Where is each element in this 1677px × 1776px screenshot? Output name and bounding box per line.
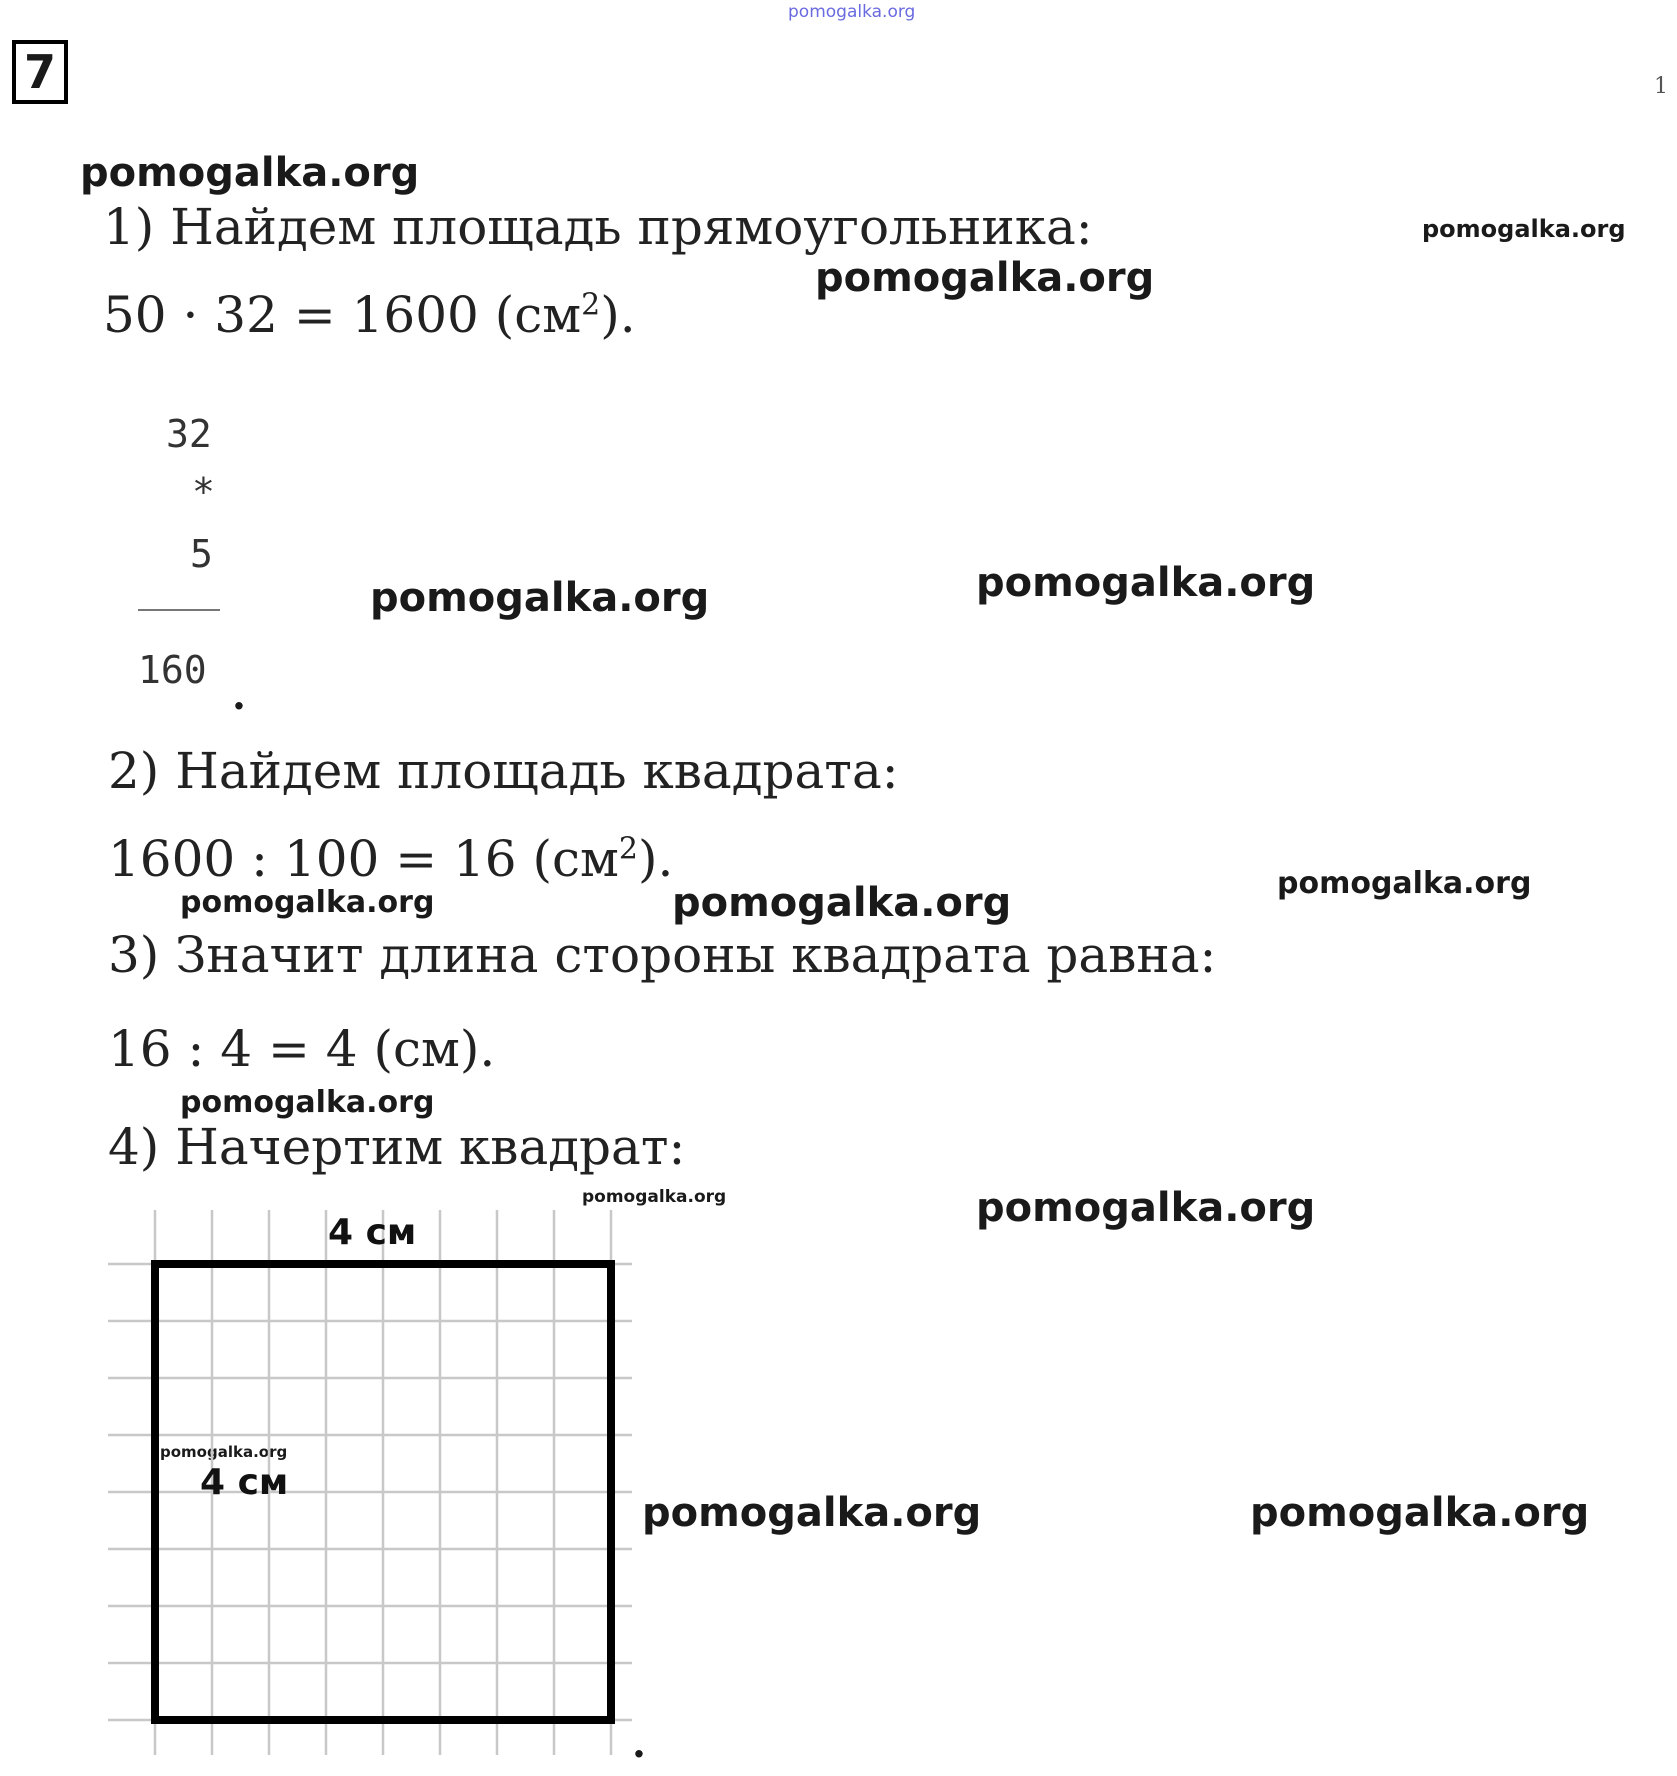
step-3-heading: 3) Значит длина стороны квадрата равна: — [108, 926, 1217, 984]
grid-lines — [108, 1210, 632, 1755]
watermark-9: pomogalka.org — [180, 1085, 435, 1120]
column-operator: * — [192, 470, 215, 514]
column-result: 160 — [138, 648, 207, 692]
watermark-10: pomogalka.org — [582, 1187, 727, 1207]
watermark-6: pomogalka.org — [180, 885, 435, 920]
square-top-label: 4 см — [328, 1212, 417, 1253]
watermark-8: pomogalka.org — [1277, 866, 1532, 901]
column-multiplier: 5 — [190, 532, 213, 576]
top-watermark: pomogalka.org — [788, 2, 916, 22]
watermark-13: pomogalka.org — [642, 1490, 982, 1536]
watermark-3: pomogalka.org — [815, 255, 1155, 301]
step-1-expression-text: 50 · 32 = 1600 (см — [103, 286, 582, 344]
step-1-expression-tail: ). — [600, 286, 636, 344]
step-2-exponent: 2 — [618, 831, 639, 867]
step-1-expression — [103, 286, 636, 344]
watermark-5: pomogalka.org — [976, 560, 1316, 606]
square-side-label: 4 см — [200, 1462, 289, 1503]
step-1-heading: 1) Найдем площадь прямоугольника: — [103, 198, 1093, 256]
column-end-mark: . — [232, 672, 246, 719]
watermark-14: pomogalka.org — [1250, 1490, 1590, 1536]
step-2-expression — [108, 830, 673, 888]
square-drawing — [100, 1205, 640, 1765]
step-1-exponent: 2 — [581, 287, 601, 323]
task-number-box: 7 — [12, 40, 68, 104]
step-2-expression-text: 1600 : 100 = 16 (см — [108, 830, 619, 888]
watermark-7: pomogalka.org — [672, 880, 1012, 926]
watermark-4: pomogalka.org — [370, 575, 710, 621]
square-end-mark: . — [632, 1720, 646, 1767]
step-2-heading: 2) Найдем площадь квадрата: — [108, 742, 899, 800]
watermark-11: pomogalka.org — [976, 1185, 1316, 1231]
watermark-1: pomogalka.org — [80, 150, 420, 196]
step-3-expression: 16 : 4 = 4 (см). — [108, 1020, 496, 1078]
watermark-12: pomogalka.org — [160, 1443, 288, 1461]
step-2-expression-tail: ). — [638, 830, 674, 888]
page-marker: 1 — [1654, 74, 1668, 99]
watermark-2: pomogalka.org — [1422, 215, 1626, 243]
step-4-heading: 4) Начертим квадрат: — [108, 1118, 686, 1176]
column-divider — [138, 609, 220, 611]
column-multiplicand: 32 — [166, 412, 212, 456]
